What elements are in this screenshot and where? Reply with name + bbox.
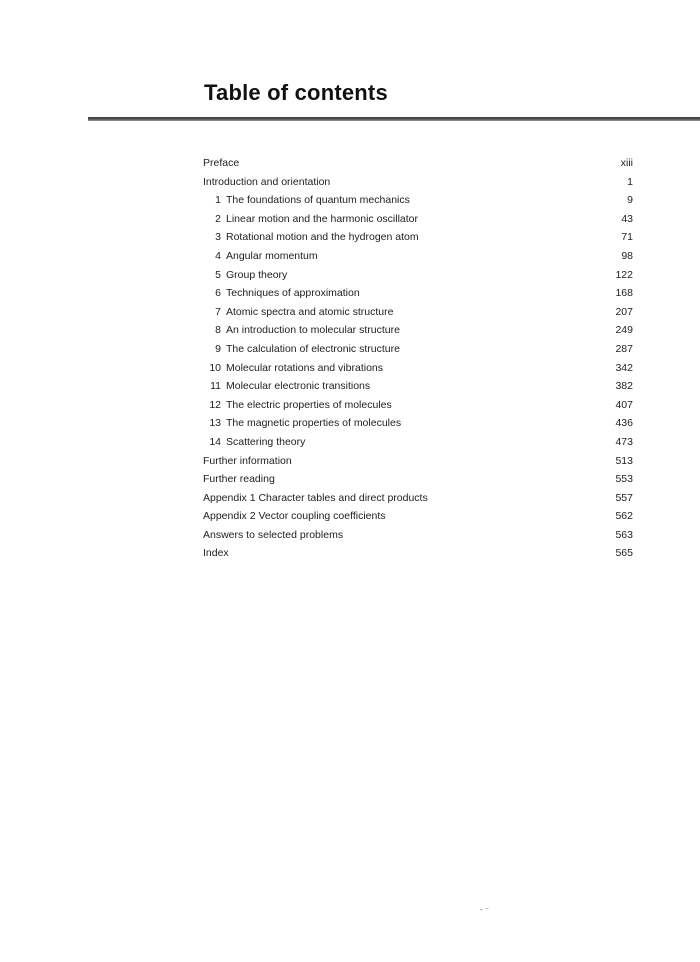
toc-page-number: 382 [615, 380, 633, 393]
chapter-number: 13 [209, 417, 221, 430]
toc-entry-title: The electric properties of molecules [226, 398, 392, 411]
toc-page-number: 557 [615, 491, 633, 504]
toc-entry-title-group [203, 191, 410, 210]
toc-entry-title-group [203, 210, 418, 229]
toc-page-number: 436 [615, 417, 633, 430]
toc-page-number: 43 [621, 212, 633, 225]
toc-entry-title-group [203, 507, 386, 526]
toc-entry [203, 303, 633, 322]
chapter-number: 4 [215, 249, 221, 262]
toc-entry-title: Further information [203, 454, 292, 467]
toc-entry-title-group [203, 266, 287, 285]
toc-entry-title: Further reading [203, 473, 275, 486]
chapter-number: 10 [209, 361, 221, 374]
toc-entry [203, 154, 633, 173]
toc-page-number: 9 [627, 194, 633, 207]
chapter-number: 12 [209, 398, 221, 411]
toc-entry-title-group [203, 544, 229, 563]
toc-entry-title-group [203, 414, 401, 433]
toc-page-number: 513 [615, 454, 633, 467]
page-title: Table of contents [204, 80, 388, 105]
toc-page-number: 287 [615, 342, 633, 355]
toc-entry-title: An introduction to molecular structure [226, 324, 400, 337]
toc-page-number: 71 [621, 231, 633, 244]
toc-entry-title: Rotational motion and the hydrogen atom [226, 231, 419, 244]
toc-entry [203, 526, 633, 545]
toc-entry-title-group [203, 284, 360, 303]
toc-entry-title-group [203, 247, 318, 266]
chapter-number: 5 [215, 268, 221, 281]
toc-entry [203, 266, 633, 285]
toc-page-number: 565 [615, 547, 633, 560]
toc-entry-title-group [203, 321, 400, 340]
chapter-number: 6 [215, 287, 221, 300]
toc-entry-title: Preface [203, 157, 240, 169]
chapter-number: 14 [209, 435, 221, 448]
toc-entry [203, 284, 633, 303]
toc-entry-title: Scattering theory [226, 435, 306, 448]
toc-entry-title-group [203, 228, 419, 247]
toc-entry-title: Introduction and orientation [203, 175, 331, 188]
toc-entry-title: Appendix 1 Character tables and direct products [203, 491, 428, 504]
toc-entry-title-group [203, 340, 400, 359]
chapter-number: 3 [215, 231, 221, 244]
chapter-number: 9 [215, 342, 221, 355]
toc-page-number: 1 [627, 175, 633, 188]
toc-entry [203, 544, 633, 563]
toc-entry [203, 340, 633, 359]
toc-entry [203, 396, 633, 415]
toc-entry-title: The calculation of electronic structure [226, 342, 400, 355]
toc-page-number: xiii [620, 157, 633, 169]
toc-entry [203, 191, 633, 210]
toc-entry [203, 228, 633, 247]
toc-entry-title: Atomic spectra and atomic structure [226, 305, 394, 318]
toc-page-number: 168 [615, 287, 633, 300]
toc-entry-title: The magnetic properties of molecules [226, 417, 402, 430]
toc-entry-title: Answers to selected problems [203, 528, 344, 541]
toc-entry-title-group [203, 396, 392, 415]
toc-entry [203, 210, 633, 229]
toc-page-number: 407 [615, 398, 633, 411]
toc-entry [203, 452, 633, 471]
toc-entry-title-group [203, 154, 239, 173]
toc-entry-title-group [203, 377, 370, 396]
toc-entry [203, 470, 633, 489]
toc-list [203, 154, 633, 563]
toc-entry [203, 414, 633, 433]
toc-entry [203, 321, 633, 340]
toc-page-number: 342 [615, 361, 633, 374]
toc-entry-title: Index [203, 547, 229, 560]
toc-page-number: 553 [615, 473, 633, 486]
chapter-number: 11 [210, 380, 221, 393]
toc-page-number: 249 [615, 324, 633, 337]
toc-entry-title-group [203, 489, 428, 508]
toc-page-number: 563 [615, 528, 633, 541]
toc-entry-title-group [203, 452, 292, 471]
toc-page-number: 207 [615, 305, 633, 318]
toc-entry-title: Group theory [226, 268, 288, 281]
toc-entry-title: Techniques of approximation [226, 287, 360, 300]
toc-entry [203, 359, 633, 378]
chapter-number: 7 [215, 305, 221, 318]
toc-page-number: 98 [621, 249, 633, 262]
toc-entry-title: Angular momentum [226, 249, 318, 262]
chapter-number: 2 [215, 212, 221, 225]
toc-entry-title-group [203, 359, 383, 378]
toc-entry [203, 247, 633, 266]
toc-entry [203, 377, 633, 396]
toc-page-number: 122 [615, 268, 633, 281]
toc-entry-title-group [203, 173, 330, 192]
toc-page-number: 473 [615, 435, 633, 448]
toc-entry [203, 433, 633, 452]
toc-entry [203, 489, 633, 508]
toc-entry-title: Molecular electronic transitions [226, 380, 371, 393]
toc-entry-title-group [203, 433, 305, 452]
toc-entry-title-group [203, 470, 275, 489]
toc-page-number: 562 [615, 510, 633, 523]
heading-rule [88, 117, 700, 121]
toc-entry-title: The foundations of quantum mechanics [226, 194, 410, 207]
chapter-number: 1 [215, 194, 221, 207]
toc-entry [203, 507, 633, 526]
toc-entry-title-group [203, 303, 393, 322]
toc-entry [203, 173, 633, 192]
toc-entry-title: Molecular rotations and vibrations [226, 361, 383, 374]
scan-mark: - ⁻ [480, 905, 490, 914]
toc-entry-title-group [203, 526, 343, 545]
toc-entry-title: Linear motion and the harmonic oscillator [226, 212, 419, 225]
chapter-number: 8 [215, 324, 221, 337]
toc-entry-title: Appendix 2 Vector coupling coefficients [203, 510, 386, 523]
